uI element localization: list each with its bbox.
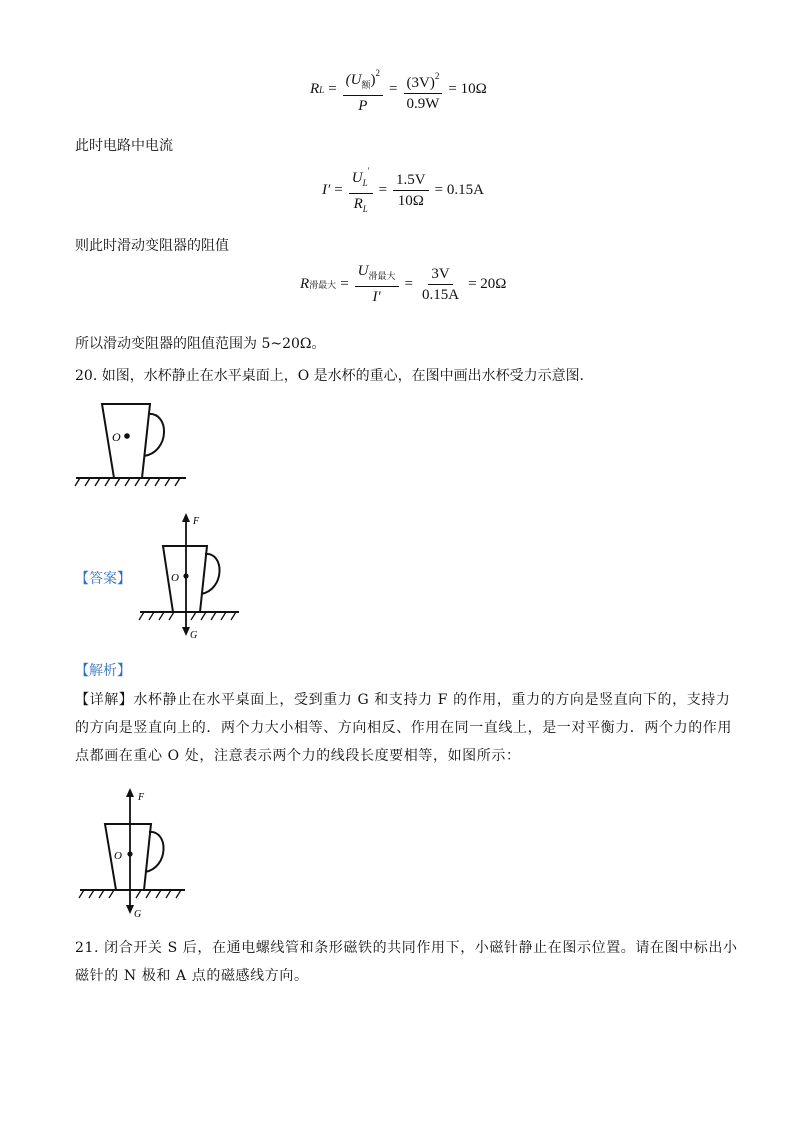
formula-current-frac1 — [349, 162, 373, 218]
formula-rmax-num2: 3V — [428, 265, 452, 285]
formula-current-frac2 — [393, 171, 429, 210]
question-21: 21. 闭合开关 S 后，在通电螺线管和条形磁铁的共同作用下，小磁针静止在图示位置。请在图中标出小磁针的 N 极和 A 点的磁感线方向。 — [75, 940, 738, 984]
formula-rmax-lhs: R — [300, 275, 310, 292]
formula-rl-num1-sup: 2 — [375, 68, 380, 78]
formula-current-lhs: I′ — [322, 181, 331, 198]
formula-rl-num1-close: ) — [370, 72, 376, 88]
formula-rl-num1: (U — [345, 72, 362, 88]
formula-rl: R L = $\frac{(U_额)^2}{P}$ = $\frac{(3V)^2}{0.9W}$ = 10Ω — [310, 64, 487, 115]
formula-rmax-den1: I′ — [372, 289, 381, 305]
formula-rl-lhs: R — [310, 81, 320, 97]
formula-current-num1-sup: ′ — [367, 166, 370, 176]
formula-rl-num1-sub: 额 — [361, 80, 371, 90]
formula-current-den1-sub: L — [362, 204, 368, 214]
formula-current: I′ = $\frac{U_L'}{R_L}$ = $\frac{1.5V}{10\Omega}$ = 0.15A — [322, 162, 484, 218]
formula-rl-result: = 10Ω — [448, 81, 487, 97]
formula-rl-lhs-sub: L — [319, 84, 325, 95]
figure3-label-g: G — [134, 909, 142, 920]
formula-rmax-frac1 — [355, 262, 399, 306]
figure2-label-f: F — [193, 516, 200, 527]
figure3-label-o: O — [114, 850, 122, 862]
figure-cup-answer — [135, 510, 245, 642]
formula-rmax-den2: 0.15A — [421, 286, 460, 303]
formula-current-num1-sub: L — [362, 178, 368, 188]
formula-rmax-result: = 20Ω — [468, 275, 507, 292]
figure1-label-o: O — [112, 430, 121, 444]
current-intro: 此时电路中电流 — [75, 138, 173, 154]
formula-current-den1: R — [353, 196, 363, 212]
answer-tag: 【答案】 — [75, 571, 131, 587]
formula-rmax-num1: U — [357, 263, 369, 279]
formula-rmax-frac2 — [419, 265, 462, 304]
analysis-tag: 【解析】 — [75, 663, 131, 679]
figure-cup-detail — [75, 784, 190, 920]
detail-paragraph: 【详解】水杯静止在水平桌面上，受到重力 G 和支持力 F 的作用，重力的方向是竖直向下的，支持力的方向是竖直向上的．两个力大小相等、方向相反、作用在同一直线上，是一对平衡力．两个力的作用点都画在重心 O 处，注意表示两个力的线段长度要相等，如图所示： — [75, 692, 732, 764]
formula-current-num2: 1.5V — [393, 171, 429, 191]
range-conclusion: 所以滑动变阻器的阻值范围为 5~20Ω。 — [75, 336, 326, 352]
formula-current-num1: U — [351, 170, 363, 186]
figure-cup-question — [72, 398, 192, 490]
formula-rl-den2: 0.9W — [406, 95, 440, 112]
figure3-label-f: F — [138, 792, 145, 803]
formula-rl-num2-sup: 2 — [434, 70, 440, 81]
formula-rmax-lhs-sub: 滑最大 — [309, 279, 337, 290]
formula-current-den2: 10Ω — [397, 192, 424, 209]
formula-rl-frac1 — [343, 64, 383, 115]
formula-rmax: R 滑最大 = $\frac{U_{滑最大}}{I'}$ = $\frac{3V}{0.15A}$ = 20Ω — [300, 263, 507, 305]
rmax-intro: 则此时滑动变阻器的阻值 — [75, 238, 229, 254]
formula-rl-frac2 — [403, 67, 442, 113]
formula-rmax-num1-sub: 滑最大 — [368, 271, 396, 281]
figure2-label-g: G — [190, 630, 198, 641]
formula-rl-den1: P — [358, 98, 368, 114]
question-20: 20. 如图，水杯静止在水平桌面上，O 是水杯的重心，在图中画出水杯受力示意图． — [75, 368, 594, 384]
formula-current-result: = 0.15A — [434, 181, 484, 198]
formula-rl-num2: (3V) — [406, 74, 435, 91]
figure2-label-o: O — [171, 572, 179, 584]
